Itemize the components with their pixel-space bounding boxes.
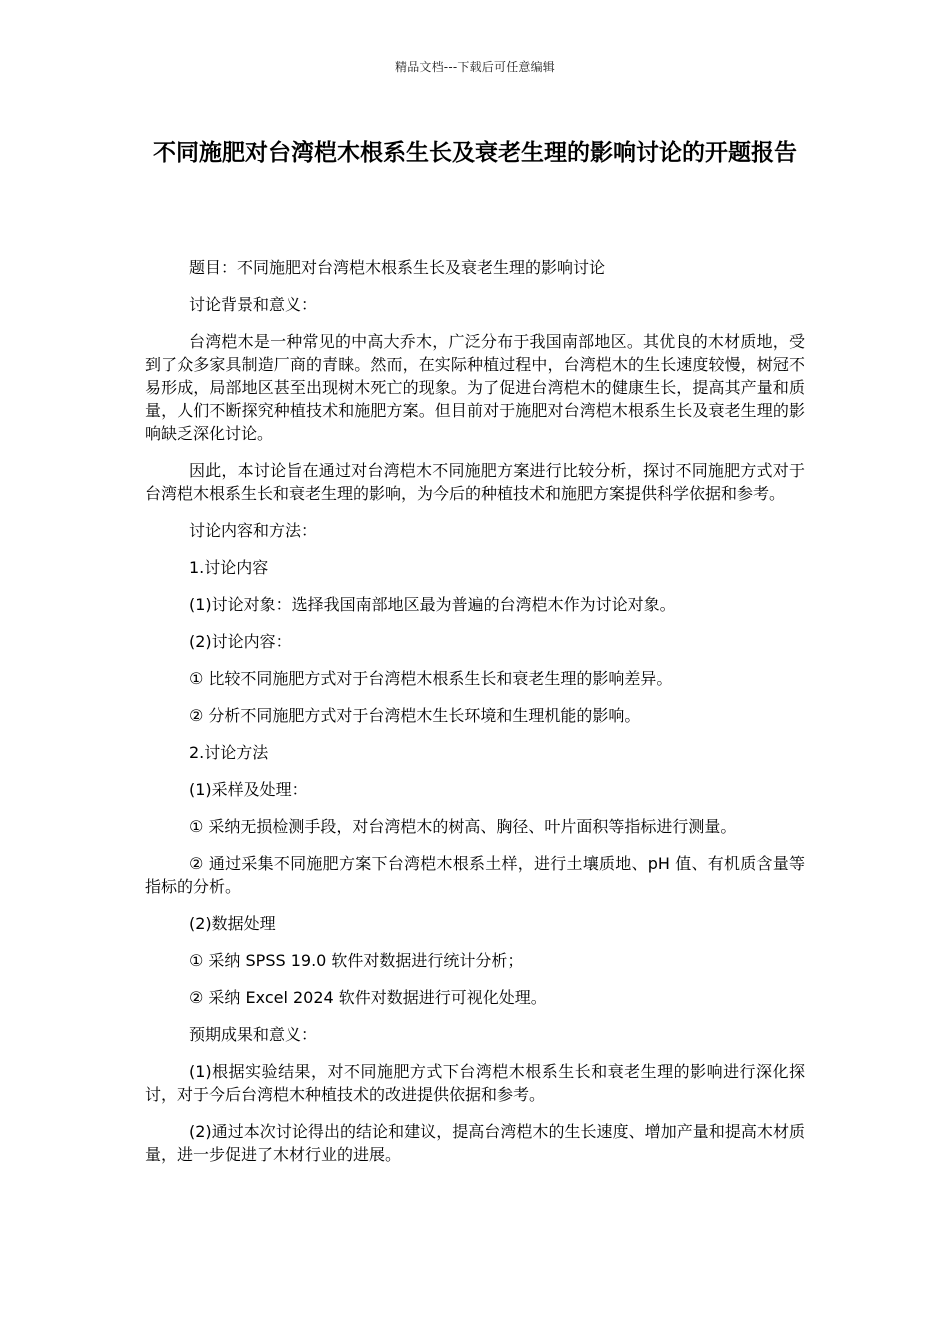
heading-content-methods: 讨论内容和方法： (189, 521, 318, 540)
paragraph-object: (1)讨论对象：选择我国南部地区最为普遍的台湾桤木作为讨论对象。 (189, 595, 676, 614)
list-item: ② 通过采集不同施肥方案下台湾桤木根系土样，进行土壤质地、pH 值、有机质含量等指标的分析。 (145, 854, 805, 896)
paragraph-background: 台湾桤木是一种常见的中高大乔木，广泛分布于我国南部地区。其优良的木材质地，受到了众多家具制造厂商的青睐。然而，在实际种植过程中，台湾桤木的生长速度较慢，树冠不易形成，局部地区甚至出现树木死亡的现象。为了促进台湾桤木的健康生长，提高其产量和质量，人们不断探究种植技术和施肥方案。但目前对于施肥对台湾桤木根系生长及衰老生理的影响缺乏深化讨论。 (145, 332, 805, 443)
heading-expected-results: 预期成果和意义： (189, 1025, 318, 1044)
heading-methods: 2.讨论方法 (189, 743, 269, 762)
list-item: ② 采纳 Excel 2024 软件对数据进行可视化处理。 (189, 988, 547, 1007)
paragraph-result-1: (1)根据实验结果，对不同施肥方式下台湾桤木根系生长和衰老生理的影响进行深化探讨，对于今后台湾桤木种植技术的改进提供依据和参考。 (145, 1062, 805, 1104)
document-title: 不同施肥对台湾桤木根系生长及衰老生理的影响讨论的开题报告 (153, 140, 797, 166)
heading-content-items: (2)讨论内容： (189, 632, 292, 651)
document-body (145, 256, 805, 1180)
header-watermark: 精品文档---下载后可任意编辑 (395, 60, 555, 74)
heading-data-processing: (2)数据处理 (189, 914, 276, 933)
list-item: ① 采纳无损检测手段，对台湾桤木的树高、胸径、叶片面积等指标进行测量。 (189, 817, 737, 836)
heading-content: 1.讨论内容 (189, 558, 269, 577)
heading-sampling: (1)采样及处理： (189, 780, 308, 799)
paragraph-result-2: (2)通过本次讨论得出的结论和建议，提高台湾桤木的生长速度、增加产量和提高木材质量，进一步促进了木材行业的进展。 (145, 1122, 805, 1164)
list-item: ① 比较不同施肥方式对于台湾桤木根系生长和衰老生理的影响差异。 (189, 669, 673, 688)
heading-background: 讨论背景和意义： (189, 295, 318, 314)
list-item: ② 分析不同施肥方式对于台湾桤木生长环境和生理机能的影响。 (189, 706, 641, 725)
list-item: ① 采纳 SPSS 19.0 软件对数据进行统计分析； (189, 951, 524, 970)
paragraph-topic: 题目：不同施肥对台湾桤木根系生长及衰老生理的影响讨论 (189, 258, 606, 277)
paragraph-purpose: 因此，本讨论旨在通过对台湾桤木不同施肥方案进行比较分析，探讨不同施肥方式对于台湾桤木根系生长和衰老生理的影响，为今后的种植技术和施肥方案提供科学依据和参考。 (145, 461, 805, 503)
